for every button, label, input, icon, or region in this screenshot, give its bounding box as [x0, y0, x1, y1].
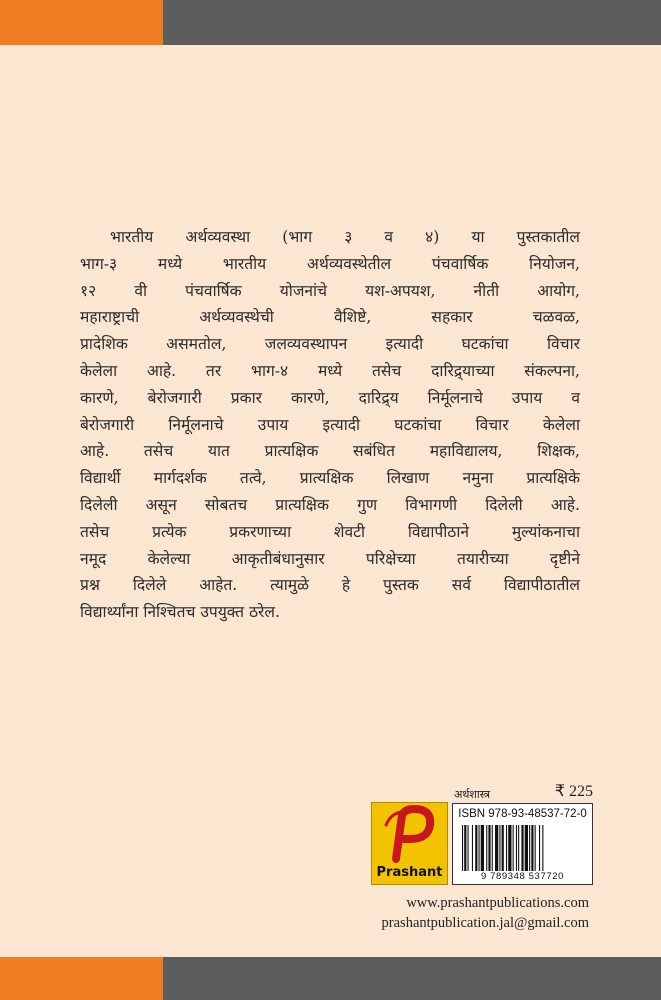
- email-link[interactable]: prashantpublication.jal@gmail.com: [381, 915, 589, 931]
- blurb-line: केलेला आहे. तर भाग-४ मध्ये तसेच दारिद्र्याच्या संकल्पना,: [80, 361, 580, 380]
- blurb-line: दिलेली असून सोबतच प्रात्यक्षिक गुण विभागणी दिलेली आहे.: [80, 495, 580, 514]
- subject-label: अर्थशास्त्र: [454, 788, 491, 801]
- bottom-grey-band: [163, 957, 661, 1000]
- isbn-label: ISBN 978-93-48537-72-0: [458, 808, 587, 820]
- blurb-line: तसेच प्रत्येक प्रकरणाच्या शेवटी विद्यापीठाने मुल्यांकनाचा: [80, 522, 580, 541]
- bottom-orange-band: [0, 957, 163, 1000]
- barcode-digits: 9 789348 537720: [481, 871, 564, 882]
- blurb-line: भाग-३ मध्ये भारतीय अर्थव्यवस्थेतील पंचवार्षिक नियोजन,: [80, 254, 580, 273]
- blurb-line: १२ वी पंचवार्षिक योजनांचे यश-अपयश, नीती आयोग,: [80, 281, 580, 300]
- top-orange-band: [0, 0, 163, 45]
- back-cover-blurb: [80, 224, 580, 626]
- p-letter-icon: [372, 803, 446, 865]
- blurb-line: बेरोजगारी निर्मूलनाचे उपाय इत्यादी घटकांचा विचार केलेला: [80, 415, 580, 434]
- blurb-line: विद्यार्थी मार्गदर्शक तत्वे, प्रात्यक्षिक लिखाण नमुना प्रात्यक्षिके: [80, 469, 580, 488]
- top-grey-band: [163, 0, 661, 45]
- blurb-line: प्रश्न दिलेले आहेत. त्यामुळे हे पुस्तक सर्व विद्यापीठातील: [80, 576, 580, 595]
- blurb-line: विद्यार्थ्यांना निश्चितच उपयुक्त ठरेल.: [80, 603, 280, 622]
- isbn-barcode-box: [452, 803, 593, 885]
- barcode-graphic: [462, 825, 585, 871]
- price-label: ₹ 225: [554, 783, 593, 800]
- contact-info: [382, 893, 589, 933]
- blurb-line: महाराष्ट्राची अर्थव्यवस्थेची वैशिष्टे, सहकार चळवळ,: [80, 308, 580, 327]
- blurb-line: कारणे, बेरोजगारी प्रकार कारणे, दारिद्र्य निर्मूलनाचे उपाय व: [80, 388, 580, 407]
- blurb-line: प्रादेशिक असमतोल, जलव्यवस्थापन इत्यादी घटकांचा विचार: [80, 335, 580, 354]
- publisher-logo-text: Prashant: [376, 865, 443, 880]
- blurb-line: भारतीय अर्थव्यवस्था (भाग ३ व ४) या पुस्तकातील: [110, 228, 580, 246]
- publisher-logo: [371, 802, 448, 885]
- website-link[interactable]: www.prashantpublications.com: [406, 895, 589, 911]
- blurb-line: नमूद केलेल्या आकृतीबंधानुसार परिक्षेच्या तयारीच्या दृष्टीने: [80, 549, 580, 568]
- blurb-line: आहे. तसेच यात प्रात्यक्षिक सबंधित महाविद्यालय, शिक्षक,: [80, 442, 580, 461]
